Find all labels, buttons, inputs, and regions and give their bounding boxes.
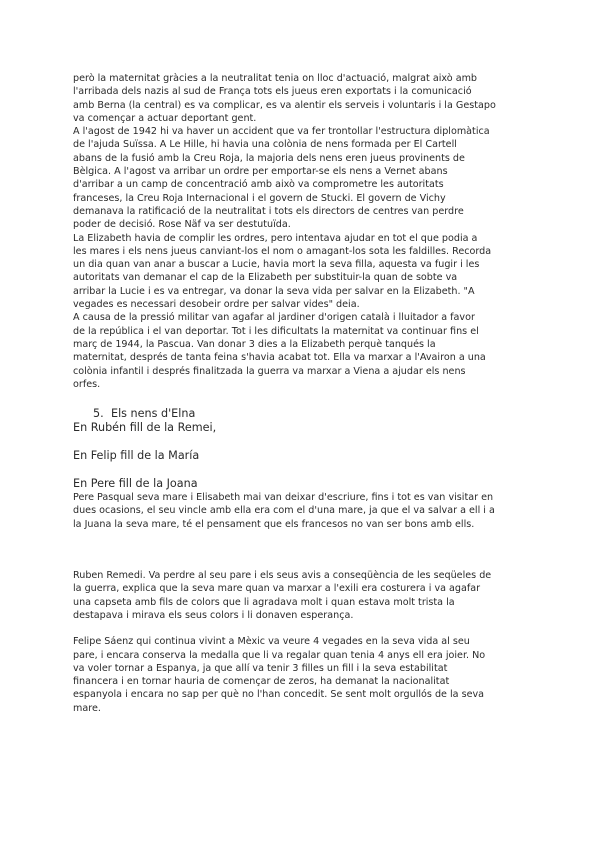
section-title: Els nens d'Elna — [111, 407, 196, 421]
paragraph-accident-1942: A l'agost de 1942 hi va haver un accident que va fer trontollar l'estructura diplomàtica de l'ajuda Suïssa. A Le Hille, hi havia una colònia de nens formada per El Cartell abans de la fusió amb la Creu Roja, la majoria dels nens eren jueus provinents de Bèlgica. A l'agost va arribar un ordre per emportar-se els nens a Vernet abans d'arribar a un camp de concentració amb això va comprometre les autoritats franceses, la Creu Roja Internacional i el govern de Stucki. El govern de Vichy demanava la ratificació de la neutralitat i tots els directors de centres van perdre poder de decisió. Rose Näf va ser destutuïda. — [73, 126, 490, 231]
subheading-felip: En Felip fill de la María — [73, 449, 200, 463]
paragraph-pressio-militar: A causa de la pressió militar van agafar al jardiner d'origen català i lluitador a favor de la república i el van deportar. Tot i les dificultats la maternitat va continuar fins el març de 1944, la Pascua. Van donar 3 dies a la Elizabeth perquè tanqués la maternitat, després de tanta feina s'havia acabat tot. Ella va marxar a l'Avairon a una colònia infantil i després finalitzada la guerra va marxar a Viena a ajudar els nens orfes. — [73, 312, 486, 390]
spacer — [73, 531, 533, 569]
paragraph-elizabeth-ordres: La Elizabeth havia de complir les ordres, pero intentava ajudar en tot el que podia a les mares i els nens jueus canviant-los el nom o amagant-los sota les faldilles. Recorda un dia quan van anar a buscar a Lucie, havia mort la seva filla, aquesta va fugir i les autoritats van demanar el cap de la Elizabeth per substituir-la quan de sobte va arribar la Lucie i es va entregar, va donar la seva vida per salvar en la Elizabeth. "A vegades es necessari desobeir ordre per salvar vides" deia. — [73, 232, 492, 311]
spacer — [73, 622, 533, 635]
paragraph-felipe-saenz: Felipe Sáenz qui continua vivint a Mèxic va veure 4 vegades en la seva vida al seu pare, i encara conserva la medalla que li va regalar quan tenia 4 anys ell era joier. No va voler tornar a Espanya, ja que allí va tenir 3 filles un fill i la seva estabilitat financera i en tornar hauria de començar de zeros, ha demanat la nacionalitat espanyola i encara no sap per què no l'han concedit. Se sent molt orgullós de la seva mare. — [73, 636, 486, 714]
paragraph-neutralitat: però la maternitat gràcies a la neutralitat tenia on lloc d'actuació, malgrat això amb l'arribada dels nazis al sud de França tots els jueus eren exportats i la comunicació amb Berna (la central) es va complicar, es va alentir els serveis i voluntaris i la Gestapo va començar a actuar deportant gent. — [73, 73, 496, 124]
subheading-pere: En Pere fill de la Joana — [73, 477, 198, 491]
paragraph-pere-pasqual: Pere Pasqual seva mare i Elisabeth mai van deixar d'escriure, fins i tot es van visitar en dues ocasions, el seu vincle amb ella era com el d'una mare, ja que el va salvar a ell i a la Juana la seva mare, té el pensament que els francesos no van ser bons amb ells. — [73, 492, 495, 530]
section-heading — [73, 407, 533, 421]
page-content — [73, 72, 533, 715]
spacer — [73, 463, 533, 477]
section-number: 5. — [93, 407, 104, 421]
subheading-ruben: En Rubén fill de la Remei, — [73, 421, 217, 435]
paragraph-ruben-remedi: Ruben Remedi. Va perdre al seu pare i els seus avis a conseqüència de les seqüeles de la guerra, explica que la seva mare quan va marxar a l'exili era costurera i va agafar una capseta amb fils de colors que li agradava molt i quan estava molt trista la destapava i mirava els seus colors i li donaven esperança. — [73, 570, 492, 621]
spacer — [73, 435, 533, 449]
